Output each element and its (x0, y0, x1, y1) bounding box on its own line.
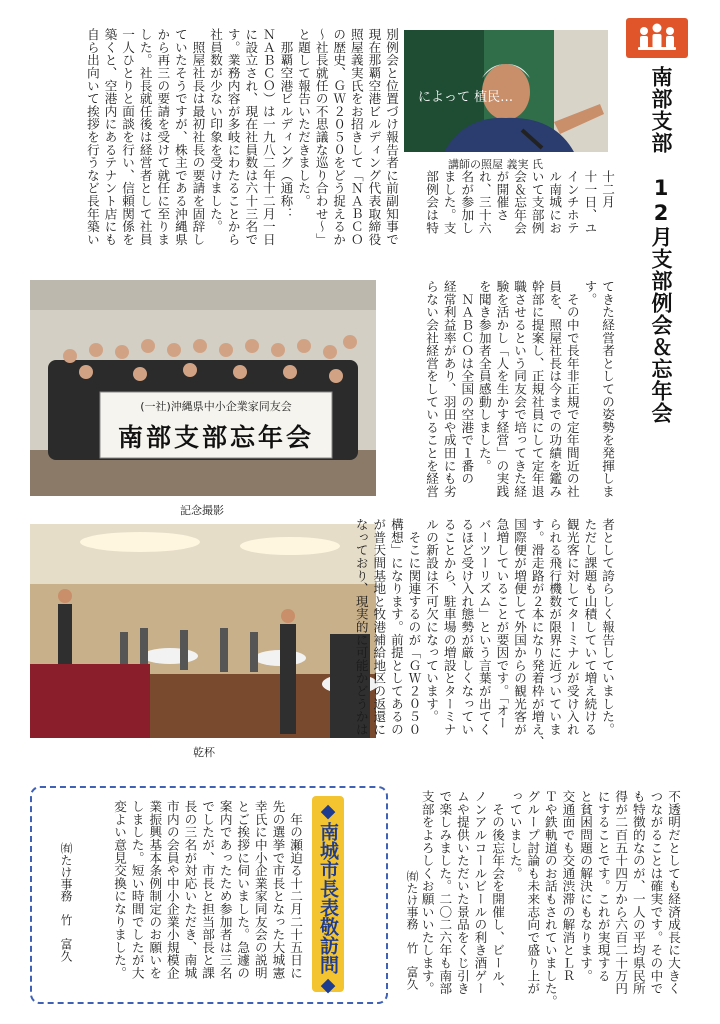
section-title: 南部支部 12月支部例会＆忘年会 (649, 66, 673, 424)
article-column-c: てきた経営者としての姿勢を発揮しま す。 その中で長年非正規で定年間近の社 員を、照屋社長は今までの功績を鑑み 幹部に提案し、正規社員にして定年退 職させるという同友会で培ってきた経 験を活かし「人を生かす経営」の実践 を聞き参加者全員感動しました。 ＮＡＢＣＯは全国の空港で１番の 経常利益率があり、羽田や成田にも劣 らない会社経営をしていることを経営 (424, 280, 615, 498)
group-photo (30, 280, 376, 496)
article-signature: ㈲たけ事務 竹 富久 (405, 870, 419, 990)
section-icon-box (626, 18, 688, 58)
toast-caption: 乾杯 (193, 746, 215, 759)
speaker-caption: 講師の照屋 義実 氏 (448, 158, 543, 171)
mayor-signature: ㈲たけ事務 竹 富久 (59, 842, 73, 962)
mayor-body: 年の瀬迫る十二月二十五日に 先の選挙で市長となった大城憲 幸氏に中小企業家同友会の説明 とご挨拶に伺いました。急遽の 案内であったため参加者は三名 でしたが、市長と担当部長と課 長の三名が対応いただき、南城 市内の会員や中小企業小規模企 業振興基本条例制定のお願いを しました。短い時間でしたが大 変よい意見交換になりました。 (112, 800, 303, 980)
group-banner (100, 392, 332, 458)
speaker-photo (404, 30, 608, 152)
group-banner-small: (一社)沖縄県中小企業家同友会 (140, 400, 292, 413)
group-caption: 記念撮影 (180, 504, 224, 517)
article-column-a: 十二月 十一日、ユ インチホテ ル南城にお いて支部例 会＆忘年会 が開催さ れ、三十六 名が参加し ました。支 部例会は特 (424, 170, 615, 234)
people-group-icon (626, 18, 688, 58)
article-column-e: 不透明だとしても経済成長に大きく つながることは確実です。その中で も特徴的なのが、一人の平均県民所 得が二百五十四万から六百二十万円 にすることです。これが実現する と貧困問題の解決にもなります。 交通面でも交通渋滞の解消とＬＲ Ｔや鉄軌道のお話もされていました。 グループ討論も未来志向で盛り上が っていました。 その後忘年会を開催し、ビール、 ノンアルコールビールの利き酒ゲー ムや提供いただいた景品をくじ引き で楽しみました。二〇二六年も南部 支部をよろしくお願いいたします。 (419, 790, 681, 1008)
group-banner-large: 南部支部忘年会 (117, 423, 314, 452)
mayor-title: ◆南城市長表敬訪問◆ (317, 800, 339, 996)
speaker-banner-text: によって 植民… (418, 90, 514, 105)
toast-photo (30, 524, 376, 738)
article-column-b: 別例会と位置づけ報告者に前副知事で 現在那覇空港ビルディング代表取締役 照屋義実氏をお招きして「ＮＡＢＣＯ の歴史、ＧＷ２０５０をどう捉えるか ～社長就任の不思議な巡り合わせ～」 と題して報告いただきました。 那覇空港ビルディング（通称： ＮＡＢＣＯ）は一九八二年十二月一日 に設立され、現在社員数は六十三名で す。業務内容が多岐にわたることから 社員数が少ない印象を受けました。 照屋社長は最初社長の要請を固辞し ていたそうですが、株主である沖縄県 から再三の要請を受けて就任に至りま した。社長就任後は経営者として社員 一人ひとりと面談を行い、信頼関係を 築くと、空港内にあるテナント店にも 自ら出向いて挨拶を行うなど長年築い (84, 28, 399, 246)
article-column-d: 者として誇らしく報告していました。 ただし課題も山積していて増え続ける 観光客に対してターミナルが受け入れ られる飛行機数が限界に近づいていま す。滑走路が２本になり発着枠が増え、 国際便が増便して外国からの観光客が 急増していることが要因です。「オー バーツーリズム」という言葉が出てく るほど受け入れ態勢が厳しくなってい ることから、駐車場の増設とターミナ ルの新設は不可欠になっています。 そこに関連するのが「ＧＷ２０５０ 構想」になります。前提としてあるの が普天間基地と牧港補給地区の返還に なっており、現実的に可能かどうかは (353, 518, 615, 749)
